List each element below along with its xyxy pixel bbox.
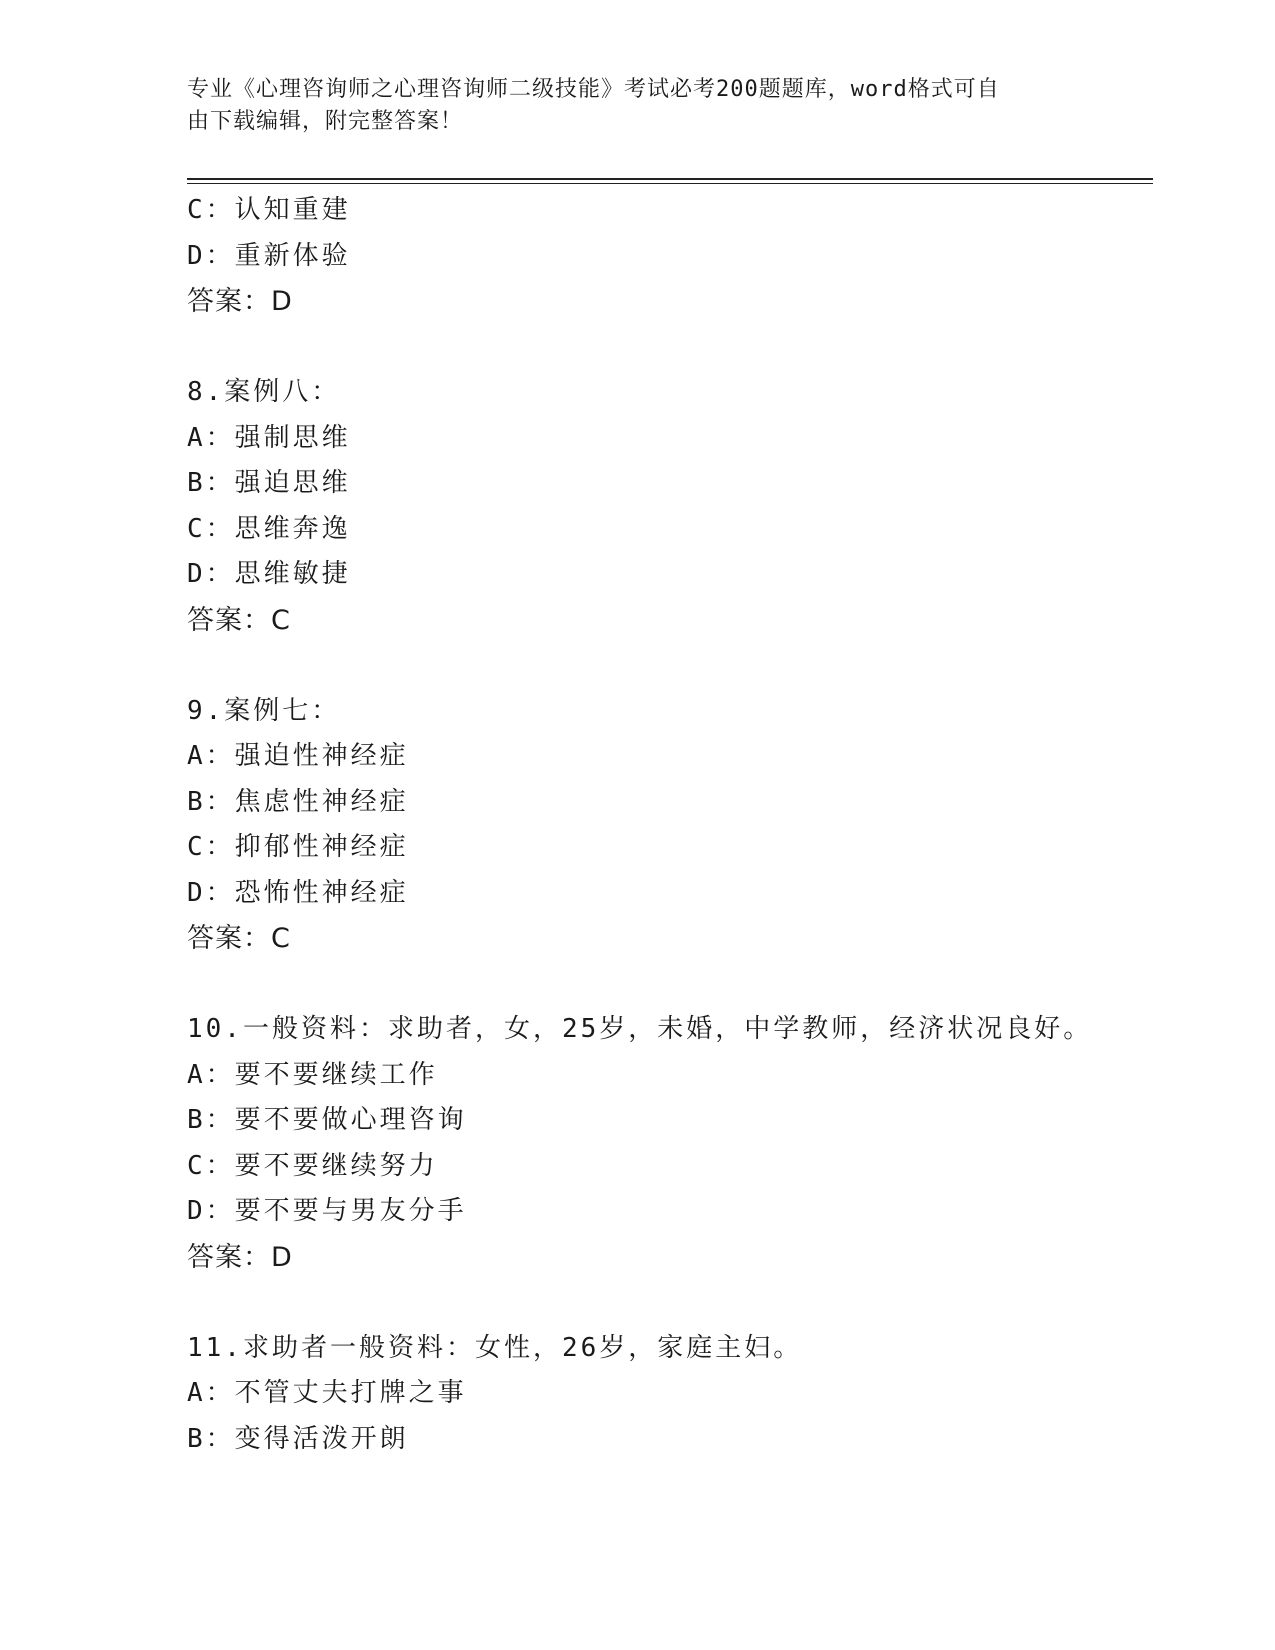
question-block-prev <box>187 188 1187 325</box>
question-block-10 <box>187 1007 1187 1280</box>
option-line: B：强迫思维 <box>187 468 351 498</box>
spacer <box>187 643 1187 689</box>
option-line: D：重新体验 <box>187 240 351 271</box>
option-line: B：焦虑性神经症 <box>187 786 409 817</box>
option-line: D：思维敏捷 <box>187 559 351 589</box>
answer-line: 答案：D <box>187 1241 293 1273</box>
document-header <box>187 74 1087 138</box>
header-line-1: 专业《心理咨询师之心理咨询师二级技能》考试必考200题题库，word格式可自 <box>187 77 1000 102</box>
spacer <box>187 1280 1187 1326</box>
option-line: C：思维奔逸 <box>187 513 351 544</box>
header-line-2: 由下载编辑，附完整答案！ <box>187 109 464 134</box>
question-stem: 9.案例七： <box>187 695 341 726</box>
header-divider <box>187 178 1153 184</box>
option-line: D：恐怖性神经症 <box>187 877 409 908</box>
question-stem: 10.一般资料：求助者，女，25岁，未婚，中学教师，经济状况良好。 <box>187 1014 1093 1044</box>
option-line: B：要不要做心理咨询 <box>187 1105 467 1135</box>
question-block-9 <box>187 689 1187 962</box>
option-line: D：要不要与男友分手 <box>187 1196 467 1226</box>
option-line: C：抑郁性神经症 <box>187 832 409 862</box>
spacer <box>187 962 1187 1008</box>
option-line: C：要不要继续努力 <box>187 1150 438 1181</box>
question-stem: 11.求助者一般资料：女性，26岁，家庭主妇。 <box>187 1332 803 1363</box>
spacer <box>187 325 1187 371</box>
question-stem: 8.案例八： <box>187 377 341 407</box>
question-list <box>187 188 1187 1462</box>
option-line: A：强迫性神经症 <box>187 741 409 771</box>
option-line: C：认知重建 <box>187 195 351 225</box>
answer-line: 答案：C <box>187 923 291 954</box>
answer-line: 答案：D <box>187 286 293 317</box>
option-line: A：不管丈夫打牌之事 <box>187 1378 467 1408</box>
option-line: A：强制思维 <box>187 422 351 453</box>
answer-line: 答案：C <box>187 604 291 636</box>
option-line: A：要不要继续工作 <box>187 1059 438 1090</box>
option-line: B：变得活泼开朗 <box>187 1423 409 1454</box>
question-block-11 <box>187 1326 1187 1463</box>
question-block-8 <box>187 370 1187 643</box>
